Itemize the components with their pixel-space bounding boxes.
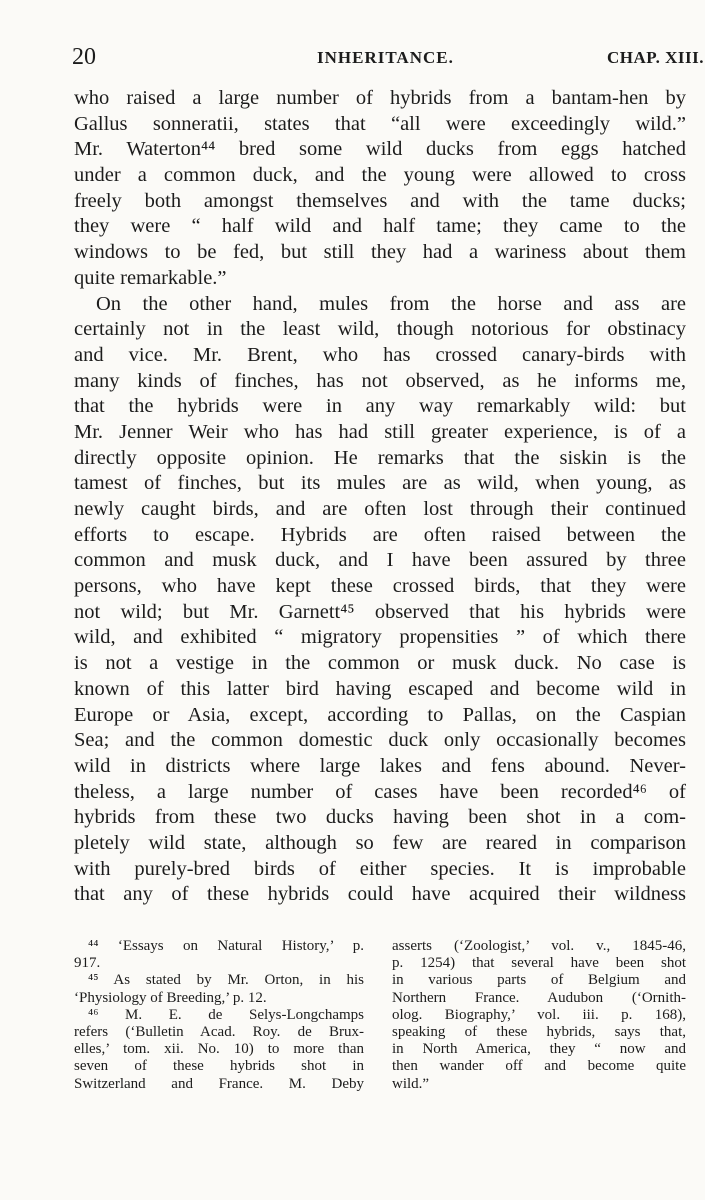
footnote-line: then wander off and become quite (392, 1058, 686, 1075)
running-title: INHERITANCE. (317, 48, 454, 67)
text-line: persons, who have kept these crossed birds, that they were (74, 575, 686, 598)
text-line: is not a vestige in the common or musk duck. No case is (74, 652, 686, 675)
text-line: On the other hand, mules from the horse and ass are (96, 292, 686, 315)
footnote-line: Northern France. Audubon (‘Ornith- (392, 989, 686, 1006)
text-line: windows to be fed, but still they had a wariness about them (74, 241, 686, 264)
footnote-line: p. 1254) that several have been shot (392, 955, 686, 972)
text-line: tamest of finches, but its mules are as wild, when young, as (74, 472, 686, 495)
text-line: efforts to escape. Hybrids are often raised between the (74, 523, 686, 546)
footnote-line: ⁴⁵ As stated by Mr. Orton, in his (88, 972, 364, 989)
footnote-line: in various parts of Belgium and (392, 972, 686, 989)
text-line: that any of these hybrids could have acquired their wildness (74, 883, 686, 906)
text-line: many kinds of finches, has not observed, as he informs me, (74, 369, 686, 392)
text-line: Europe or Asia, except, according to Pallas, on the Caspian (74, 703, 686, 726)
footnote-line: olog. Biography,’ vol. iii. p. 168), (392, 1006, 686, 1023)
page-number: 20 (72, 44, 96, 70)
text-line: Mr. Jenner Weir who has had still greater experience, is of a (74, 420, 686, 443)
text-line: known of this latter bird having escaped and become wild in (74, 677, 686, 700)
text-line: that the hybrids were in any way remarkably wild: but (74, 395, 686, 418)
footnote-line: wild.” (392, 1075, 430, 1092)
footnote-line: in North America, they “ now and (392, 1041, 686, 1058)
footnote-line: asserts (‘Zoologist,’ vol. v., 1845-46, (392, 938, 686, 954)
footnotes-left-column (74, 938, 364, 1093)
footnote-line: seven of these hybrids shot in (74, 1058, 364, 1075)
chapter-label: CHAP. XIII. (607, 48, 704, 67)
footnote-line: ⁴⁶ M. E. de Selys-Longchamps (88, 1006, 364, 1023)
footnote-line: 917. (74, 955, 101, 972)
footnote-line: Switzerland and France. M. Deby (74, 1075, 364, 1092)
footnote-line: ⁴⁴ ‘Essays on Natural History,’ p. (88, 938, 364, 954)
text-line: freely both amongst themselves and with the tame ducks; (74, 189, 686, 212)
footnote-line: refers (‘Bulletin Acad. Roy. de Brux- (74, 1023, 364, 1040)
footnote-line: speaking of these hybrids, says that, (392, 1023, 686, 1040)
text-line: and vice. Mr. Brent, who has crossed canary-birds with (74, 343, 686, 366)
text-line: Mr. Waterton⁴⁴ bred some wild ducks from eggs hatched (74, 138, 686, 161)
text-line: pletely wild state, although so few are reared in comparison (74, 831, 686, 854)
text-line: directly opposite opinion. He remarks that the siskin is the (74, 446, 686, 469)
text-line: newly caught birds, and are often lost through their continued (74, 498, 686, 520)
text-line: hybrids from these two ducks having been shot in a com- (74, 806, 686, 829)
text-line: certainly not in the least wild, though notorious for obstinacy (74, 318, 686, 341)
page-header (72, 44, 705, 74)
text-line: they were “ half wild and half tame; they came to the (74, 215, 686, 238)
text-line: Gallus sonneratii, states that “all were exceedingly wild.” (74, 112, 686, 135)
text-line: who raised a large number of hybrids from a bantam-hen by (74, 87, 686, 109)
text-line: not wild; but Mr. Garnett⁴⁵ observed that his hybrids were (74, 600, 686, 623)
text-line: quite remarkable.” (74, 266, 227, 289)
text-line: wild in districts where large lakes and fens abound. Never- (74, 754, 686, 777)
footnotes-right-column (392, 938, 686, 1093)
text-line: wild, and exhibited “ migratory propensities ” of which there (74, 626, 686, 649)
text-line: theless, a large number of cases have been recorded⁴⁶ of (74, 780, 686, 803)
text-line: Sea; and the common domestic duck only occasionally becomes (74, 729, 686, 752)
text-line: common and musk duck, and I have been assured by three (74, 549, 686, 572)
footnote-line: ‘Physiology of Breeding,’ p. 12. (74, 989, 267, 1006)
text-line: under a common duck, and the young were allowed to cross (74, 164, 686, 187)
text-line: with purely-bred birds of either species. It is improbable (74, 857, 686, 880)
main-text (74, 86, 686, 908)
footnote-line: elles,’ tom. xii. No. 10) to more than (74, 1041, 364, 1058)
